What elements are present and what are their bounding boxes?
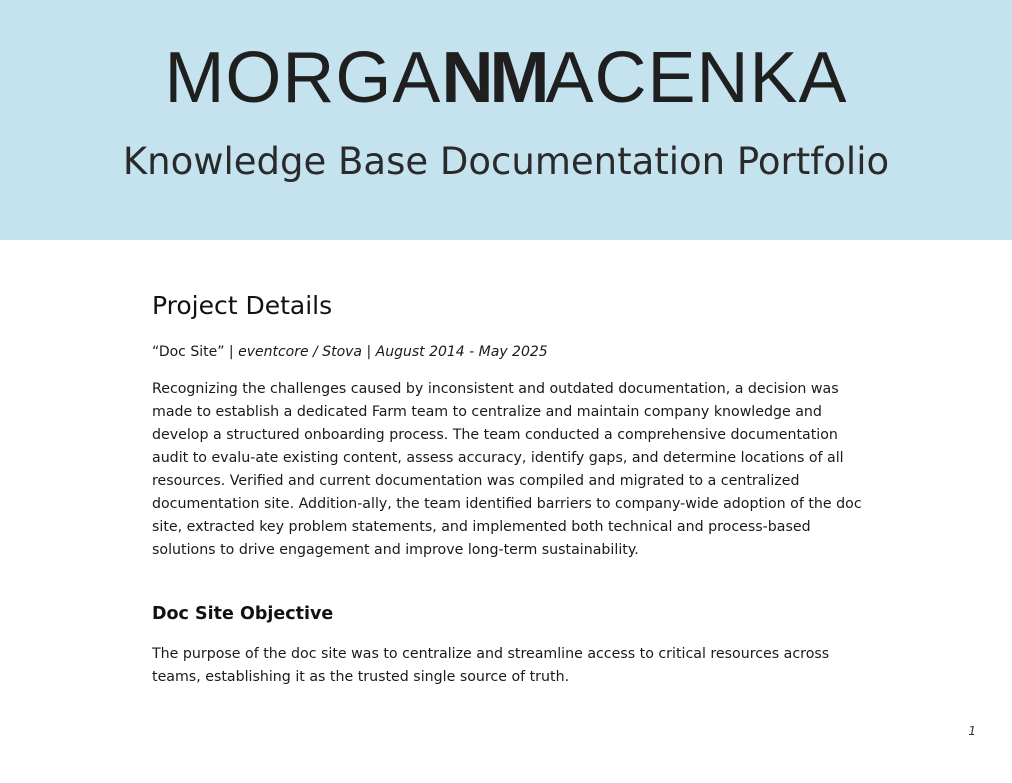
main-content	[152, 288, 862, 689]
logo-part-2: NM	[441, 38, 546, 118]
section-title: Project Details	[152, 291, 333, 320]
meta-separator-1: |	[228, 344, 234, 360]
logo-part-1: MORGA	[164, 38, 442, 118]
project-company: eventcore / Stova	[238, 344, 363, 360]
project-dates: August 2014 - May 2025	[375, 344, 548, 360]
logo-wordmark	[0, 36, 1012, 120]
page-number: 1	[968, 724, 976, 738]
logo-part-3: ACENKA	[545, 38, 848, 118]
header-banner	[0, 0, 1012, 240]
objective-text: The purpose of the doc site was to centralize and streamline access to critical resources across teams, establishing it as the trusted single source of truth.	[152, 646, 830, 685]
project-name: “Doc Site”	[152, 344, 225, 360]
project-meta	[152, 342, 862, 362]
project-description: Recognizing the challenges caused by inconsistent and outdated documentation, a decision was made to establish a dedicated Farm team to centralize and maintain company knowledge and develop a structured onboarding process. The team conducted a comprehensive documentation audit to evalu-ate existing content, assess accuracy, identify gaps, and determine locations of all resources. Verified and current documentation was compiled and migrated to a centralized documentation site. Addition-ally, the team identified barriers to company-wide adoption of the doc site, extracted key problem statements, and implemented both technical and process-based solutions to drive engagement and improve long-term sustainability.	[152, 381, 862, 558]
objective-heading: Doc Site Objective	[152, 604, 334, 624]
meta-separator-2: |	[366, 344, 372, 360]
document-subtitle: Knowledge Base Documentation Portfolio	[122, 140, 890, 183]
